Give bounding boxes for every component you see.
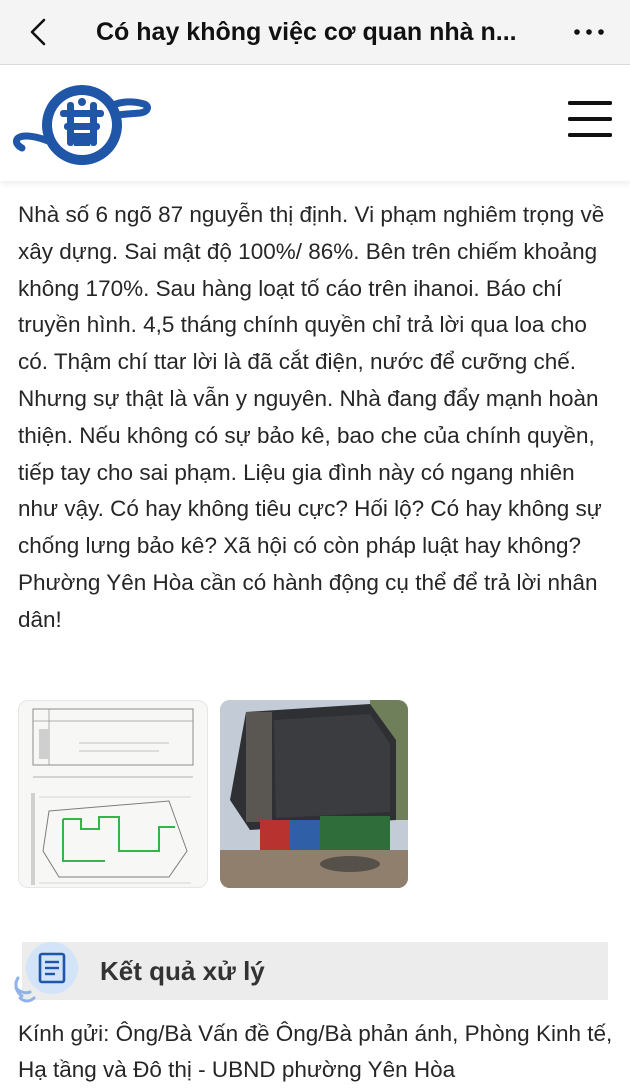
top-bar: [0, 0, 630, 65]
hamburger-menu-icon: [566, 98, 614, 140]
attachment-image-plan[interactable]: [18, 700, 208, 888]
chevron-left-icon: [22, 14, 58, 50]
attachment-image-site[interactable]: [220, 700, 408, 888]
page-title: Có hay không việc cơ quan nhà n...: [96, 18, 517, 46]
result-title: Kết quả xử lý: [100, 956, 265, 986]
result-icon-wrap: [12, 934, 80, 1006]
menu-button[interactable]: [566, 98, 614, 140]
hanoi-emblem-logo-icon: [12, 78, 152, 172]
logo[interactable]: [12, 78, 152, 172]
construction-site-photo-icon: [220, 700, 408, 888]
site-header: [0, 65, 630, 181]
post-body: Nhà số 6 ngõ 87 nguyễn thị định. Vi phạm nghiêm trọng về xây dựng. Sai mật độ 100%/ 86%. Bên trên chiếm khoảng không 170%. Sau hàng loạt tố cáo trên ihanoi. Báo chí truyền hình. 4,5 tháng chính quyền chỉ trả lời qua loa cho có. Thậm chí ttar lời là đã cắt điện, nước để cưỡng chế. Nhưng sự thật là vẫn y nguyên. Nhà đang đẩy mạnh hoàn thiện. Nếu không có sự bảo kê, bao che của chính quyền, tiếp tay cho sai phạm. Liệu gia đình này có ngang nhiên như vậy. Có hay không tiêu cực? Hối lộ? Có hay không sự chống lưng bảo kê? Xã hội có còn pháp luật hay không? Phường Yên Hòa cần có hành động cụ thể để trả lời nhân dân!: [18, 202, 605, 632]
document-list-icon: [12, 934, 80, 1006]
more-horizontal-icon: [566, 14, 612, 50]
more-button[interactable]: [566, 14, 612, 50]
building-plan-drawing-icon: [19, 701, 207, 887]
result-reply-text: Kính gửi: Ông/Bà Vấn đề Ông/Bà phản ánh, Phòng Kinh tế, Hạ tầng và Đô thị - UBND phường Yên Hòa: [18, 1021, 613, 1082]
back-button[interactable]: [22, 14, 58, 50]
